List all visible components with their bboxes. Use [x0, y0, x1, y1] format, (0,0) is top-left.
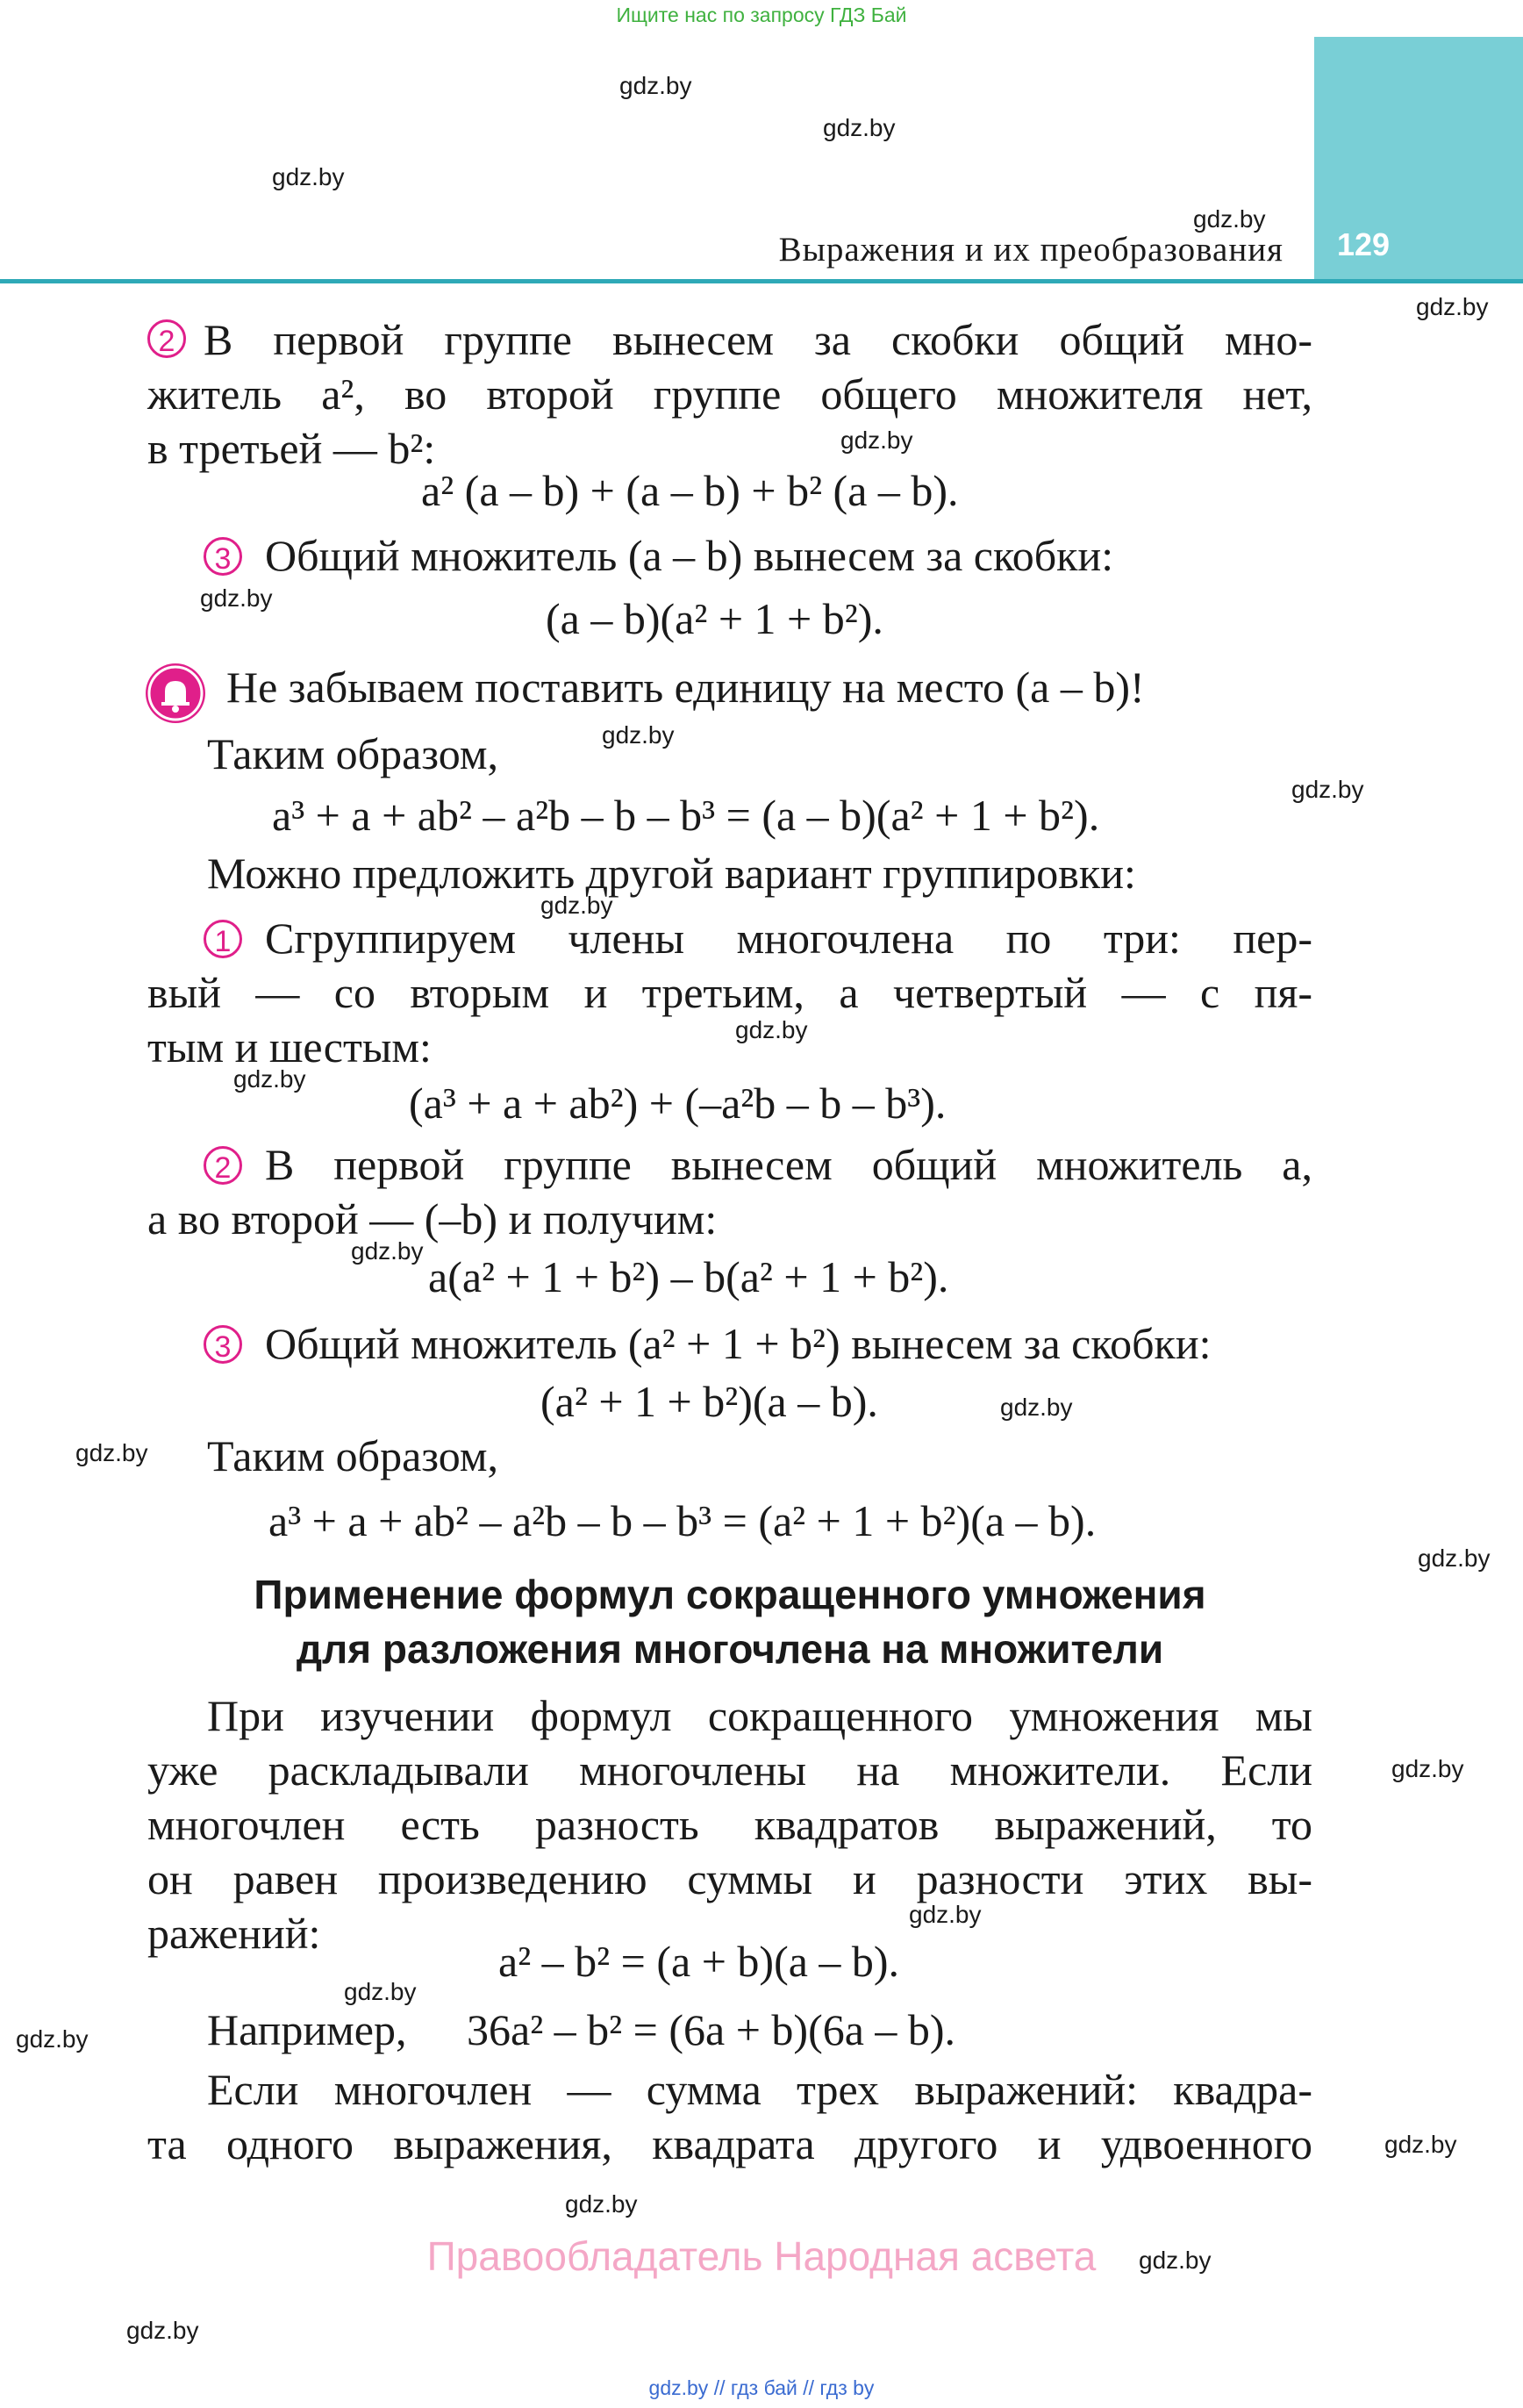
- watermark: gdz.by: [619, 72, 692, 99]
- header-rule: [0, 279, 1523, 283]
- watermark: gdz.by: [1384, 2131, 1457, 2158]
- step-two-icon: 2: [204, 1146, 251, 1186]
- watermark: gdz.by: [200, 584, 273, 612]
- formula: (a² + 1 + b²)(a – b).: [540, 1377, 878, 1426]
- watermark: gdz.by: [75, 1439, 148, 1466]
- page-number: 129: [1337, 226, 1391, 262]
- step-three-icon: 3: [204, 1325, 251, 1365]
- watermark: gdz.by: [1416, 293, 1489, 320]
- paragraph-line: Если многочлен — сумма трех выражений: квадра-: [207, 2065, 1312, 2114]
- watermark: gdz.by: [540, 892, 613, 919]
- paragraph-line: Можно предложить другой вариант группировки:: [207, 849, 1136, 898]
- note-text: Не забываем поставить единицу на место (a – b)!: [226, 663, 1145, 712]
- watermark: gdz.by: [1139, 2247, 1212, 2274]
- watermark: gdz.by: [126, 2317, 199, 2344]
- formula: a³ + a + ab² – a²b – b – b³ = (a² + 1 + b²)(a – b).: [268, 1496, 1097, 1545]
- watermark: gdz.by: [1418, 1544, 1491, 1572]
- bell-icon: [146, 663, 205, 723]
- paragraph-line: Таким образом,: [207, 1431, 498, 1480]
- copyright-footer: Правообладатель Народная асвета: [426, 2233, 1097, 2279]
- paragraph-line: ражений:: [147, 1909, 321, 1958]
- bottom-links[interactable]: gdz.by // гдз бай // гдз by: [648, 2376, 875, 2399]
- watermark: gdz.by: [909, 1901, 982, 1928]
- watermark: gdz.by: [233, 1065, 306, 1093]
- paragraph-line: Например,: [207, 2005, 407, 2054]
- paragraph-line: а во второй — (–b) и получим:: [147, 1194, 718, 1243]
- watermark: gdz.by: [344, 1978, 417, 2005]
- watermark: gdz.by: [602, 721, 675, 749]
- formula: (a³ + a + ab²) + (–a²b – b – b³).: [409, 1079, 947, 1128]
- watermark: gdz.by: [735, 1016, 808, 1043]
- top-banner[interactable]: Ищите нас по запросу ГДЗ Бай: [616, 4, 907, 26]
- watermark: gdz.by: [565, 2190, 638, 2218]
- section-heading: для разложения многочлена на множители: [296, 1626, 1164, 1672]
- watermark: gdz.by: [1291, 776, 1364, 803]
- step-three-icon: 3: [204, 537, 251, 577]
- paragraph-line: многочлен есть разность квадратов выражений, то: [147, 1800, 1312, 1849]
- formula: a² (a – b) + (a – b) + b² (a – b).: [421, 466, 959, 515]
- paragraph-line: уже раскладывали многочлены на множители. Если: [147, 1745, 1312, 1795]
- paragraph-line: та одного выражения, квадрата другого и удвоенного: [147, 2119, 1312, 2168]
- paragraph-line: В первой группе вынесем общий множитель a,: [265, 1140, 1312, 1189]
- formula: (a – b)(a² + 1 + b²).: [546, 594, 883, 643]
- watermark: gdz.by: [840, 426, 913, 454]
- paragraph-line: [204, 312, 1312, 367]
- paragraph-line: в третьей — b²:: [147, 424, 436, 473]
- watermark: gdz.by: [351, 1237, 424, 1265]
- paragraph-line: Сгруппируем члены многочлена по три: пер-: [265, 914, 1312, 963]
- watermark: gdz.by: [1000, 1394, 1073, 1421]
- paragraph-line: Общий множитель (a² + 1 + b²) вынесем за скобки:: [265, 1319, 1212, 1368]
- watermark: gdz.by: [272, 163, 345, 190]
- paragraph-line: житель a², во второй группе общего множителя нет,: [147, 369, 1312, 419]
- watermark: gdz.by: [1193, 205, 1266, 233]
- paragraph-line: Общий множитель (a – b) вынесем за скобки:: [265, 531, 1114, 580]
- step-two-icon: 2: [147, 319, 195, 359]
- text-line: В первой группе вынесем за скобки общий мно-: [204, 315, 1312, 364]
- paragraph-line: При изучении формул сокращенного умножения мы: [207, 1691, 1312, 1740]
- paragraph-line: он равен произведению суммы и разности этих вы-: [147, 1854, 1312, 1903]
- watermark: gdz.by: [823, 114, 896, 141]
- paragraph-line: Таким образом,: [207, 729, 498, 778]
- paragraph-line: тым и шестым:: [147, 1022, 432, 1071]
- formula: a³ + a + ab² – a²b – b – b³ = (a – b)(a² + 1 + b²).: [272, 791, 1100, 840]
- section-heading: Применение формул сокращенного умножения: [254, 1572, 1206, 1617]
- running-header: Выражения и их преобразования: [778, 231, 1283, 269]
- formula: a(a² + 1 + b²) – b(a² + 1 + b²).: [428, 1252, 949, 1301]
- step-one-icon: 1: [204, 920, 251, 959]
- formula: 36a² – b² = (6a + b)(6a – b).: [467, 2005, 956, 2054]
- watermark: gdz.by: [16, 2025, 89, 2053]
- paragraph-line: вый — со вторым и третьим, а четвертый — с пя-: [147, 968, 1312, 1017]
- watermark: gdz.by: [1391, 1755, 1464, 1782]
- formula: a² – b² = (a + b)(a – b).: [498, 1937, 900, 1986]
